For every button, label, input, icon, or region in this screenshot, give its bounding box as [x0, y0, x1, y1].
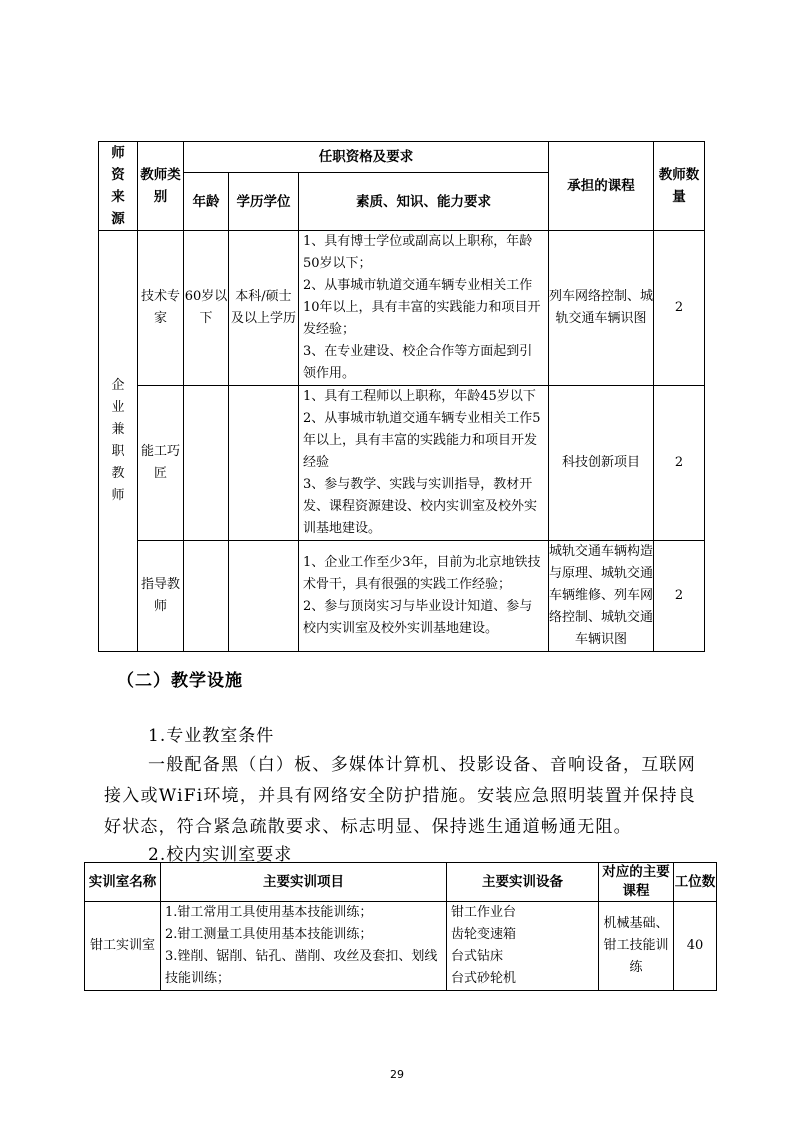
category-cell: 能工巧匠: [138, 386, 184, 541]
header-ability: 素质、知识、能力要求: [299, 173, 549, 231]
equipment-item: 台式砂轮机: [451, 971, 517, 986]
category-cell: 技术专家: [138, 231, 184, 386]
education-cell: 本科/硕士及以上学历: [229, 231, 299, 386]
equipment-item: 台式钻床: [451, 949, 504, 964]
projects-cell: [161, 902, 447, 991]
table-row: [99, 541, 705, 652]
table-row: [99, 386, 705, 541]
training-room-table: [84, 862, 717, 991]
subsection-title: 2.校内实训室要求: [148, 845, 293, 865]
equipment-item: 钳工作业台: [451, 905, 517, 920]
header-qualification: 任职资格及要求: [184, 142, 549, 173]
table-row: [99, 231, 705, 386]
project-line: 3.锉削、锯削、钻孔、凿削、攻丝及套扣、划线技能训练；: [165, 949, 438, 986]
education-cell: [229, 541, 299, 652]
equipment-item: 齿轮变速箱: [451, 927, 517, 942]
project-line: 2.钳工测量工具使用基本技能训练；: [165, 927, 373, 942]
count-cell: 2: [654, 231, 705, 386]
requirement-line: 2、从事城市轨道交通车辆专业相关工作5年以上，具有丰富的实践能力和项目开发经验: [303, 411, 541, 470]
courses-cell: 城轨交通车辆构造与原理、城轨交通车辆维修、列车网络控制、城轨交通车辆识图: [549, 541, 654, 652]
training-header-row: [85, 863, 717, 902]
age-cell: [184, 541, 229, 652]
age-cell: [184, 386, 229, 541]
header-education: 学历学位: [229, 173, 299, 231]
requirement-line: 1、企业工作至少3年，目前为北京地铁技术骨干，具有很强的实践工作经验；: [303, 555, 541, 592]
header-stations: 工位数: [674, 863, 717, 902]
requirement-line: 3、在专业建设、校企合作等方面起到引领作用。: [303, 344, 533, 381]
header-projects: 主要实训项目: [161, 863, 447, 902]
category-cell: 指导教师: [138, 541, 184, 652]
courses-cell: 科技创新项目: [549, 386, 654, 541]
header-category: 教师类别: [138, 142, 184, 231]
header-count: 教师数量: [654, 142, 705, 231]
page-number: 29: [390, 1068, 404, 1081]
requirements-cell: [299, 231, 549, 386]
subsection-title: 1.专业教室条件: [148, 726, 275, 746]
requirement-line: 1、具有博士学位或副高以上职称，年龄50岁以下；: [303, 234, 533, 271]
equipment-cell: [447, 902, 599, 991]
age-cell: 60岁以下: [184, 231, 229, 386]
header-courses: 对应的主要课程: [599, 863, 674, 902]
stations-cell: 40: [674, 902, 717, 991]
requirements-cell: [299, 541, 549, 652]
room-cell: 钳工实训室: [85, 902, 161, 991]
header-room: 实训室名称: [85, 863, 161, 902]
requirement-line: 1、具有工程师以上职称，年龄45岁以下: [303, 389, 536, 404]
header-equipment: 主要实训设备: [447, 863, 599, 902]
header-age: 年龄: [184, 173, 229, 231]
education-cell: [229, 386, 299, 541]
table-row: [85, 902, 717, 991]
faculty-table: [98, 141, 705, 652]
source-cell: 企业兼职教师: [99, 231, 138, 652]
count-cell: 2: [654, 386, 705, 541]
courses-cell: 列车网络控制、城轨交通车辆识图: [549, 231, 654, 386]
requirements-cell: [299, 386, 549, 541]
header-courses: 承担的课程: [549, 142, 654, 231]
requirement-line: 2、参与顶岗实习与毕业设计知道、参与校内实训室及校外实训基地建设。: [303, 599, 533, 636]
paragraph: 一般配备黑（白）板、多媒体计算机、投影设备、音响设备，互联网接入或WiFi环境，并具有网络安全防护措施。安装应急照明装置并保持良好状态，符合紧急疏散要求、标志明显、保持逃生通道畅通无阻。: [104, 755, 696, 837]
course-cell: 机械基础、钳工技能训练: [599, 902, 674, 991]
header-source: 师资来源: [99, 142, 138, 231]
section-heading: （二）教学设施: [117, 671, 243, 691]
count-cell: 2: [654, 541, 705, 652]
requirement-line: 2、从事城市轨道交通车辆专业相关工作10年以上，具有丰富的实践能力和项目开发经验；: [303, 278, 541, 337]
faculty-header-row: [99, 142, 705, 173]
requirement-line: 3、参与教学、实践与实训指导，教材开发、课程资源建设、校内实训室及校外实训基地建设。: [303, 477, 538, 536]
project-line: 1.钳工常用工具使用基本技能训练；: [165, 905, 373, 920]
